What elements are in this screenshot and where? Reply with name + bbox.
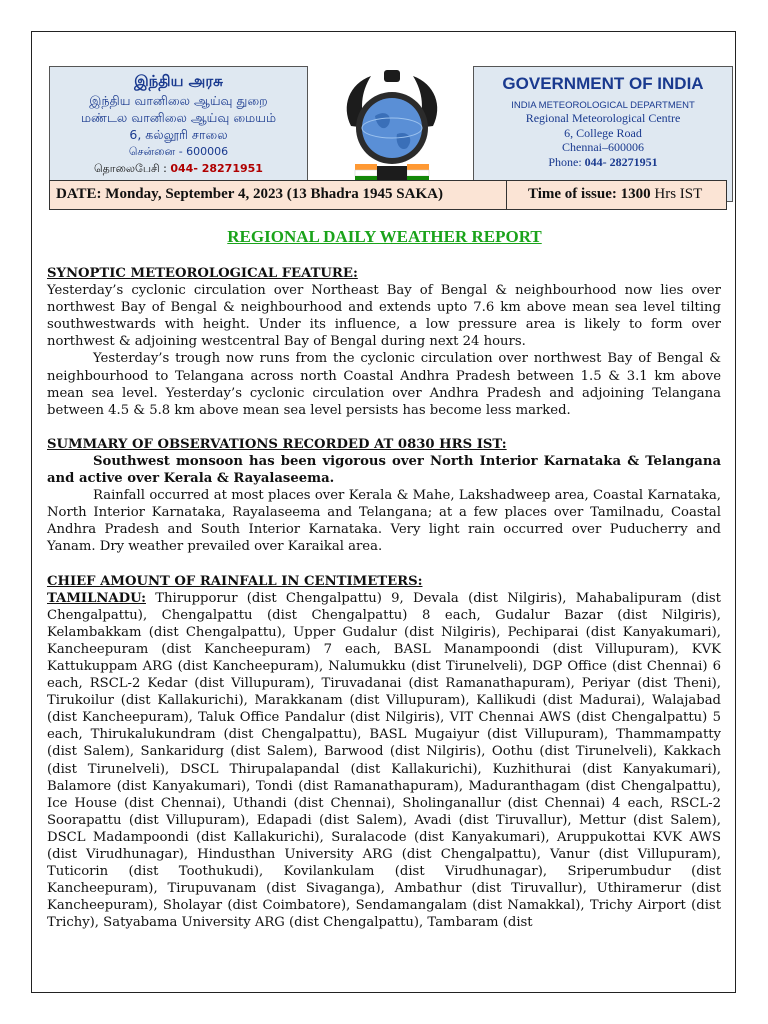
header-english-centre: Regional Meteorological Centre xyxy=(525,111,681,125)
header-english-phone-label: Phone: xyxy=(548,154,582,169)
time-of-issue-unit: Hrs IST xyxy=(654,186,703,202)
report-title: REGIONAL DAILY WEATHER REPORT xyxy=(227,227,542,246)
header-english-dept: INDIA METEOROLOGICAL DEPARTMENT xyxy=(511,100,695,111)
date-bar-divider xyxy=(506,181,507,209)
time-of-issue-label: Time of issue: 1300 xyxy=(528,186,651,202)
rainfall-state-label: TAMILNADU: xyxy=(47,590,146,606)
report-content xyxy=(47,265,721,931)
section-gap xyxy=(47,419,721,436)
header-tamil-line2: மண்டல வானிலை ஆய்வு மையம் xyxy=(80,110,276,125)
header-english-phone-number: 044- 28271951 xyxy=(584,154,658,169)
header-tamil-phone-number: 044- 28271951 xyxy=(170,162,263,175)
header-tamil-line4: சென்னை - 600006 xyxy=(128,145,229,158)
synoptic-heading: SYNOPTIC METEOROLOGICAL FEATURE: xyxy=(47,266,358,281)
rainfall-heading: CHIEF AMOUNT OF RAINFALL IN CENTIMETERS: xyxy=(47,573,423,589)
summary-paragraph: Rainfall occurred at most places over Kerala & Mahe, Lakshadweep area, Coastal Karnataka, North Interior Karnataka, Rayalaseema and Telangana; at a few places over Tamilnadu, Coastal Andhra Pradesh and South Interior Karnataka. Very light rain occurred over Puducherry and Yanam. Dry weather prevailed over Karaikal area. xyxy=(47,488,721,555)
header-tamil-phone-label: தொலைபேசி : xyxy=(94,162,167,175)
header-english-title: GOVERNMENT OF INDIA xyxy=(502,74,704,93)
header-english-road: 6, College Road xyxy=(564,125,642,140)
synoptic-paragraph-1: Yesterday’s cyclonic circulation over Northeast Bay of Bengal & neighbourhood now lies over northwest Bay of Bengal & neighbourhood and extends upto 7.6 km above mean sea level tilting southwestwards with height. Under its influence, a low pressure area is likely to form over northwest & adjoining westcentral Bay of Bengal during next 24 hours. xyxy=(47,283,721,350)
report-date: DATE: Monday, September 4, 2023 (13 Bhadra 1945 SAKA) xyxy=(56,186,443,202)
header-tamil-line3: 6, கல்லூரி சாலை xyxy=(129,127,228,142)
imd-emblem-logo xyxy=(337,66,447,198)
summary-monsoon-status: Southwest monsoon has been vigorous over North Interior Karnataka & Telangana and active over Kerala & Rayalaseema. xyxy=(47,453,721,487)
synoptic-paragraph-2: Yesterday’s trough now runs from the cyclonic circulation over northwest Bay of Bengal & neighbourhood to Telangana across north Coastal Andhra Pradesh between 1.5 & 3.1 km above mean sea level. Yesterday’s cyclonic circulation over Andhra Pradesh and adjoining Telangana between 4.5 & 5.8 km above mean sea level persists has become less marked. xyxy=(47,351,721,418)
date-bar xyxy=(49,180,727,210)
rainfall-stations-text: Thirupporur (dist Chengalpattu) 9, Devala (dist Nilgiris), Mahabalipuram (dist Chengalpattu), Chengalpattu (dist Chengalpattu) 8 each, Gudalur Bazar (dist Nilgiris), Kelambakkam (dist Chengalpattu), Upper Gudalur (dist Nilgiris), Pechiparai (dist Kanyakumari), Kancheepuram (dist Kancheepuram) 7 each, BASL Manampoondi (dist Villupuram), KVK Kattukuppam ARG (dist Kancheepuram), Nalumukku (dist Tirunelveli), DGP Office (dist Chennai) 6 each, RSCL-2 Kedar (dist Villupuram), Tiruvadanai (dist Ramanathapuram), Periyar (dist Theni), Tirukoilur (dist Kallakurichi), Marakkanam (dist Villupuram), Kallikudi (dist Madurai), Walajabad (dist Kancheepuram), Taluk Office Pandalur (dist Nilgiris), VIT Chennai AWS (dist Chengalpattu) 5 each, Thirukalukundram (dist Chengalpattu), BASL Mugaiyur (dist Villupuram), Thammampatty (dist Salem), Sankaridurg (dist Salem), Barwood (dist Nilgiris), Oothu (dist Tirunelveli), Kakkach (dist Tirunelveli), DSCL Thirupalapandal (dist Kallakurichi), Kuzhithurai (dist Kanyakumari), Balamore (dist Kanyakumari), Tondi (dist Ramanathapuram), Maduranthagam (dist Chengalpattu), Ice House (dist Chennai), Uthandi (dist Chennai), Sholinganallur (dist Chennai) 4 each, RSCL-2 Soorapattu (dist Villupuram), Edapadi (dist Salem), Avadi (dist Tiruvallur), Mettur (dist Salem), DSCL Madampoondi (dist Kallakurichi), Suralacode (dist Kanyakumari), Aruppukottai KVK AWS (dist Virudhunagar), Hindusthan University ARG (dist Chengalpattu), Vanur (dist Villupuram), Tuticorin (dist Toothukudi), Kovilankulam (dist Virudhunagar), Sriperumbudur (dist Kancheepuram), Tirupuvanam (dist Sivaganga), Ambathur (dist Tiruvallur), Uthiramerur (dist Kancheepuram), Sholayar (dist Coimbatore), Sendamangalam (dist Namakkal), Trichy Airport (dist Trichy), Satyabama University ARG (dist Chengalpattu), Tambaram (dist xyxy=(47,590,721,931)
header-tamil-phone xyxy=(50,162,307,177)
section-gap xyxy=(47,556,721,573)
time-of-issue xyxy=(528,186,702,203)
report-page xyxy=(31,31,736,993)
summary-heading: SUMMARY OF OBSERVATIONS RECORDED AT 0830 HRS IST: xyxy=(47,436,507,452)
rainfall-paragraph xyxy=(47,590,721,932)
header-tamil-title: இந்திய அரசு xyxy=(134,72,223,90)
header-english-phone xyxy=(474,155,732,170)
header-tamil-line1: இந்திய வானிலை ஆய்வு துறை xyxy=(89,93,268,108)
header-english-city: Chennai–600006 xyxy=(562,140,644,154)
